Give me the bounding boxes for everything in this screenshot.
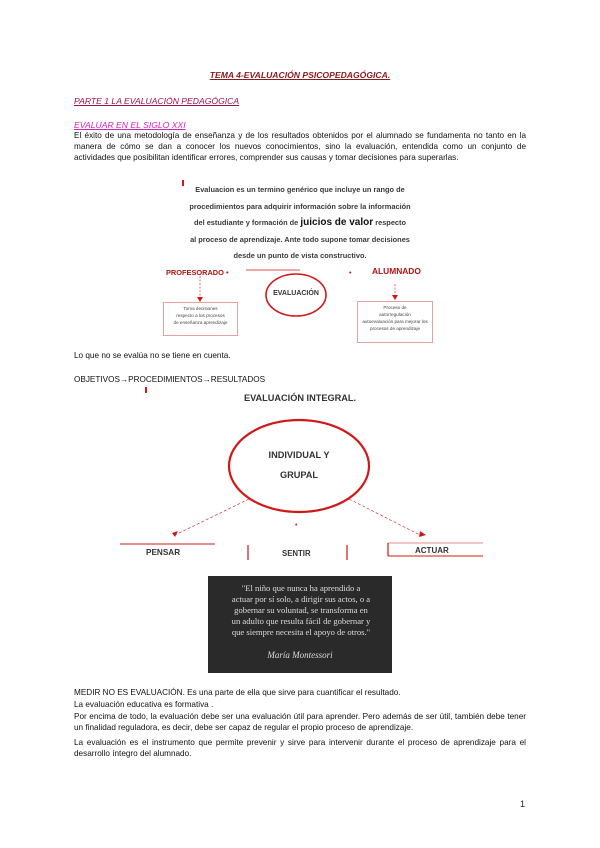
label-sentir: SENTIR xyxy=(282,549,311,558)
alumnado-box-line: autorregulación xyxy=(379,312,411,317)
label-profesorado: PROFESORADO • xyxy=(166,268,229,277)
note-not-evaluated: Lo que no se evalúa no se tiene en cuenta. xyxy=(74,351,231,360)
section-heading: EVALUAR EN EL SIGLO XXI xyxy=(74,120,186,130)
closing-paragraph-4: La evaluación es el instrumento que permite prevenir y sirve para intervenir durante el proceso de aprendizaje para el desarrollo íntegro del alumnado. xyxy=(74,738,526,758)
definition-line-5: desde un punto de vista constructivo. xyxy=(233,251,367,260)
label-pensar: PENSAR xyxy=(146,548,181,557)
definition-line-4: al proceso de aprendizaje. Ante todo supone tomar decisiones xyxy=(190,234,410,244)
profesorado-box-line: de enseñanza aprendizaje xyxy=(173,320,228,325)
label-alumnado: ALUMNADO xyxy=(372,266,421,276)
part-heading: PARTE 1 LA EVALUACIÓN PEDAGÓGICA xyxy=(74,96,240,106)
label-actuar: ACTUAR xyxy=(415,546,449,555)
arrow-to-actuar xyxy=(349,499,420,535)
page-number: 1 xyxy=(520,799,526,809)
bullet-alumnado: • xyxy=(349,268,352,277)
closing-paragraph-2: La evaluación educativa es formativa . xyxy=(74,700,214,709)
integral-title: EVALUACIÓN INTEGRAL. xyxy=(243,393,357,403)
intro-paragraph: El éxito de una metodología de enseñanza y de los resultados obtenidos por el alumnado se fundamenta no tanto en la manera de cómo se dan a conocer los nuevos conocimientos, sino la evaluación, entendida como un conjunto de actividades que posibilitan identificar errores, comprender sus causas y tomar decisiones para superarlas. xyxy=(74,131,526,162)
quote-line: un adulto que resulta fácil de gobernar y xyxy=(231,616,371,626)
quote-text xyxy=(216,583,386,638)
bullet-sentir: • xyxy=(295,522,298,529)
quote-line: actuar por sí solo, a dirigir sus actos, o a xyxy=(231,594,371,604)
quote-box xyxy=(208,576,392,673)
arrowhead-right xyxy=(392,295,398,300)
arrow-to-pensar xyxy=(175,499,249,535)
alumnado-box-line: procesos de aprendizaje xyxy=(369,326,421,331)
definition-emphasis: juicios de valor xyxy=(300,217,374,228)
alumnado-box xyxy=(357,301,433,343)
definition-line-3-end: respecto xyxy=(373,218,407,227)
closing-paragraph-3: Por encima de todo, la evaluación debe ser una evaluación útil para aprender. Pero además de ser útil, también debe tener un finalidad reguladora, es decir, debe ser capaz de regular el propio proceso de aprendizaje. xyxy=(74,712,526,732)
profesorado-box-line: Toma decisiones xyxy=(183,306,218,311)
document-title: TEMA 4-EVALUACIÓN PSICOPEDAGÓGICA. xyxy=(209,70,391,80)
definition-line-3-start: del estudiante y formación de xyxy=(193,218,301,227)
profesorado-box xyxy=(163,302,238,336)
quote-author: María Montessori xyxy=(267,650,333,660)
quote-line: "El niño que nunca ha aprendido a xyxy=(241,583,361,593)
integral-ellipse xyxy=(229,420,369,512)
quote-line: gobernar su voluntad, se transforma en xyxy=(234,605,368,615)
alumnado-box-line: autoevaluación para mejorar los xyxy=(362,319,428,324)
profesorado-box-line: respecto a los procesos xyxy=(176,313,225,318)
integral-center-line-1: INDIVIDUAL Y xyxy=(268,450,330,460)
quote-line: que siempre necesita el apoyo de otros." xyxy=(231,627,371,637)
arrowhead-pensar xyxy=(172,531,178,537)
sequence-line: OBJETIVOS→PROCEDIMIENTOS→RESULTADOS xyxy=(74,375,266,384)
alumnado-box-line: Proceso de xyxy=(383,305,407,310)
closing-paragraph-1: MEDIR NO ES EVALUACIÓN. Es una parte de ella que sirve para cuantificar el resultado. xyxy=(74,688,401,697)
arrowhead-actuar xyxy=(419,531,426,537)
integral-center-line-2: GRUPAL xyxy=(279,470,319,480)
label-evaluacion: EVALUACIÓN xyxy=(273,290,319,297)
definition-line-1: Evaluacion es un termino genérico que incluye un rango de xyxy=(195,185,405,194)
definition-line-2: procedimientos para adquirir información sobre la información xyxy=(189,201,411,211)
